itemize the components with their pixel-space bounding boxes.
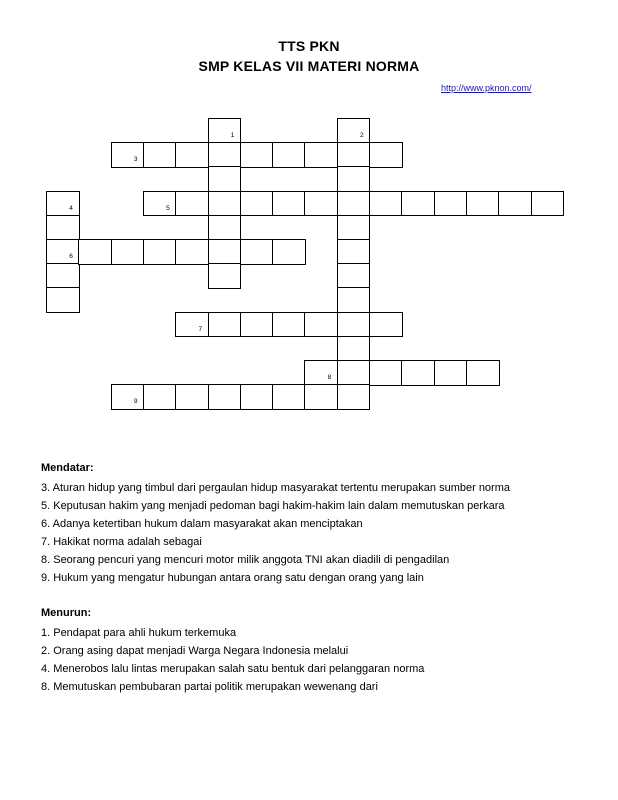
- crossword-cell[interactable]: [434, 360, 468, 386]
- crossword-cell[interactable]: [337, 360, 371, 386]
- crossword-cell[interactable]: [369, 142, 403, 168]
- clue-number-6: 6: [69, 253, 73, 260]
- crossword-cell[interactable]: [369, 191, 403, 217]
- across-clue: 6. Adanya ketertiban hukum dalam masyarakat akan menciptakan: [41, 518, 363, 530]
- down-clue: 1. Pendapat para ahli hukum terkemuka: [41, 627, 237, 639]
- down-clue: 8. Memutuskan pembubaran partai politik merupakan wewenang dari: [41, 681, 378, 693]
- crossword-cell[interactable]: [272, 191, 306, 217]
- crossword-cell[interactable]: [208, 312, 242, 338]
- clue-number-3: 3: [133, 156, 138, 164]
- crossword-cell[interactable]: [240, 191, 274, 217]
- crossword-cell[interactable]: [304, 142, 338, 168]
- crossword-cell[interactable]: [240, 312, 274, 338]
- across-clue: 3. Aturan hidup yang timbul dari pergaulan hidup masyarakat tertentu merupakan sumber norma: [41, 482, 510, 494]
- crossword-cell[interactable]: [208, 142, 242, 168]
- clue-number-2: 2: [359, 132, 364, 139]
- crossword-cell[interactable]: [208, 239, 242, 265]
- page-subtitle: SMP KELAS VII MATERI NORMA: [198, 58, 420, 74]
- crossword-cell[interactable]: [498, 191, 532, 217]
- crossword-cell[interactable]: [337, 384, 371, 410]
- crossword-cell[interactable]: [304, 384, 338, 410]
- crossword-cell[interactable]: [272, 239, 306, 265]
- crossword-cell[interactable]: [401, 360, 435, 386]
- crossword-cell[interactable]: [337, 287, 371, 313]
- crossword-cell[interactable]: [337, 166, 371, 192]
- crossword-cell[interactable]: [337, 336, 371, 362]
- page-title: TTS PKN: [278, 38, 340, 54]
- crossword-cell[interactable]: [46, 215, 80, 241]
- crossword-cell[interactable]: [531, 191, 565, 217]
- crossword-cell[interactable]: [369, 312, 403, 338]
- crossword-cell[interactable]: [337, 239, 371, 265]
- across-clue: 8. Seorang pencuri yang mencuri motor milik anggota TNI akan diadili di pengadilan: [41, 554, 450, 566]
- crossword-cell[interactable]: [240, 384, 274, 410]
- crossword-cell[interactable]: [208, 263, 242, 289]
- crossword-cell[interactable]: [46, 287, 80, 313]
- crossword-cell[interactable]: [337, 312, 371, 338]
- crossword-cell[interactable]: [143, 142, 177, 168]
- crossword-cell[interactable]: [272, 142, 306, 168]
- source-link[interactable]: http://www.pknon.com/: [441, 83, 532, 93]
- crossword-cell[interactable]: [337, 118, 371, 144]
- crossword-cell[interactable]: [175, 312, 209, 338]
- crossword-cell[interactable]: [337, 215, 371, 241]
- crossword-cell[interactable]: [208, 118, 242, 144]
- crossword-cell[interactable]: [337, 263, 371, 289]
- crossword-cell[interactable]: [337, 142, 371, 168]
- crossword-cell[interactable]: [111, 384, 145, 410]
- clue-number-1: 1: [230, 132, 235, 139]
- crossword-cell[interactable]: [143, 239, 177, 265]
- crossword-cell[interactable]: [208, 384, 242, 410]
- crossword-cell[interactable]: [337, 191, 371, 217]
- across-heading: Mendatar:: [41, 462, 94, 474]
- crossword-cell[interactable]: [466, 191, 500, 217]
- crossword-cell[interactable]: [208, 166, 242, 192]
- crossword-cell[interactable]: [175, 384, 209, 410]
- crossword-cell[interactable]: [78, 239, 112, 265]
- crossword-cell[interactable]: [466, 360, 500, 386]
- crossword-cell[interactable]: [175, 191, 209, 217]
- down-clue: 4. Menerobos lalu lintas merupakan salah satu bentuk dari pelanggaran norma: [41, 663, 425, 675]
- clue-number-9: 9: [133, 398, 138, 406]
- down-clues: [41, 604, 601, 696]
- crossword-cell[interactable]: [46, 239, 80, 265]
- crossword-cell[interactable]: [369, 360, 403, 386]
- crossword-cell[interactable]: [401, 191, 435, 217]
- crossword-cell[interactable]: [175, 142, 209, 168]
- across-clue: 7. Hakikat norma adalah sebagai: [41, 536, 202, 548]
- crossword-cell[interactable]: [175, 239, 209, 265]
- crossword-cell[interactable]: [304, 191, 338, 217]
- crossword-cell[interactable]: [111, 239, 145, 265]
- down-heading: Menurun:: [41, 607, 92, 619]
- crossword-cell[interactable]: [272, 384, 306, 410]
- clue-number-8: 8: [327, 374, 332, 381]
- crossword-cell[interactable]: [46, 263, 80, 289]
- across-clue: 9. Hukum yang mengatur hubungan antara orang satu dengan orang yang lain: [41, 572, 424, 584]
- across-clue: 5. Keputusan hakim yang menjadi pedoman bagi hakim-hakim lain dalam memutuskan perkara: [41, 500, 505, 512]
- clue-number-7: 7: [198, 325, 203, 333]
- crossword-cell[interactable]: [46, 191, 80, 217]
- across-clues: [41, 459, 601, 587]
- crossword-cell[interactable]: [208, 215, 242, 241]
- crossword-cell[interactable]: [143, 384, 177, 410]
- crossword-cell[interactable]: [434, 191, 468, 217]
- crossword-cell[interactable]: [240, 142, 274, 168]
- crossword-cell[interactable]: [240, 239, 274, 265]
- down-clue: 2. Orang asing dapat menjadi Warga Negara Indonesia melalui: [41, 645, 349, 657]
- crossword-cell[interactable]: [304, 360, 338, 386]
- crossword-cell[interactable]: [143, 191, 177, 217]
- crossword-cell[interactable]: [304, 312, 338, 338]
- clue-number-4: 4: [69, 204, 73, 212]
- crossword-cell[interactable]: [111, 142, 145, 168]
- crossword-cell[interactable]: [272, 312, 306, 338]
- clue-number-5: 5: [166, 204, 170, 212]
- crossword-cell[interactable]: [208, 191, 242, 217]
